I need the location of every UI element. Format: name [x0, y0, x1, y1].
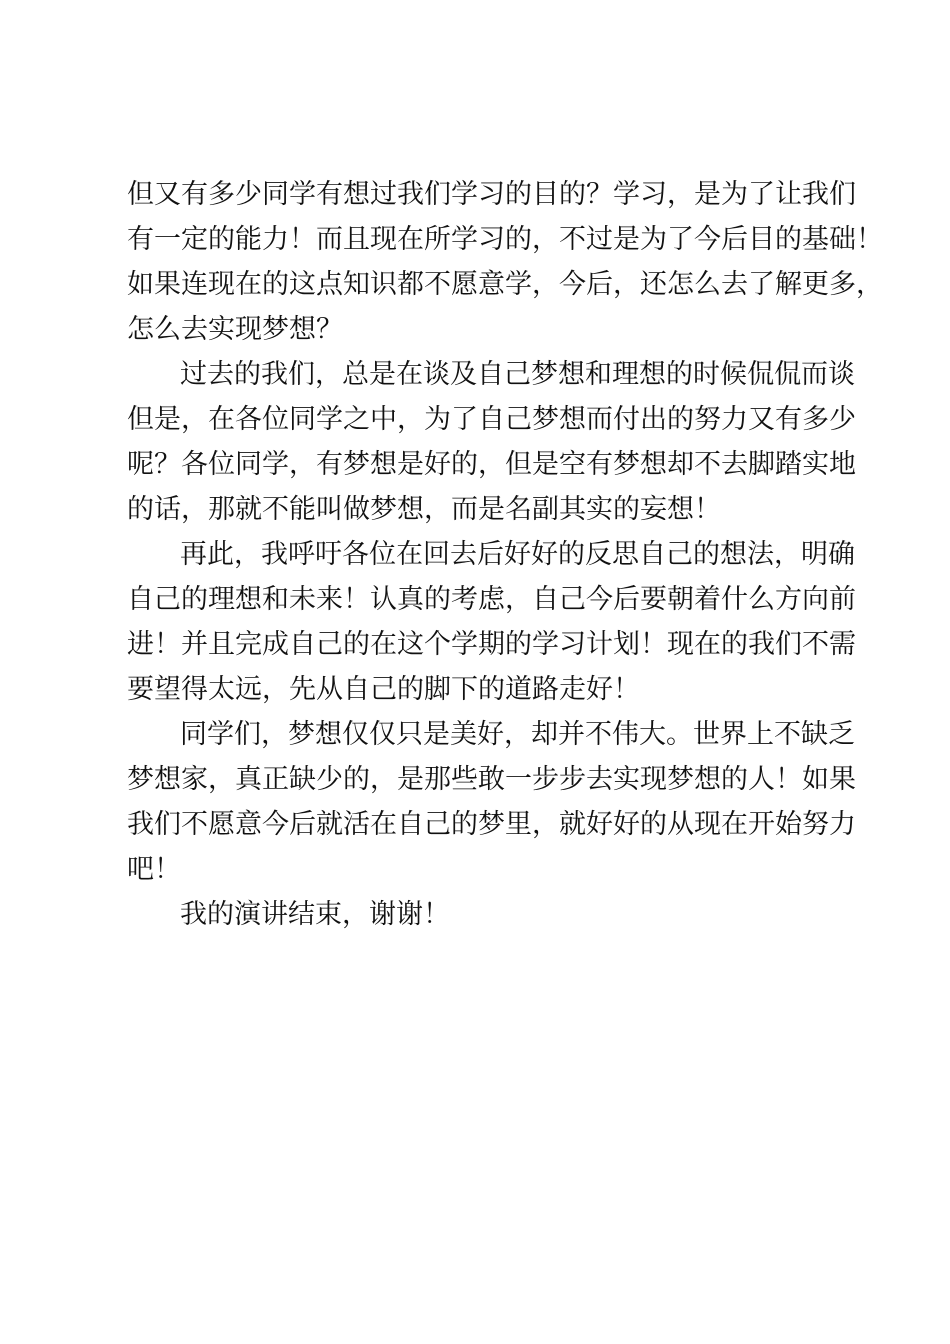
text-line: 如果连现在的这点知识都不愿意学，今后，还怎么去了解更多，	[127, 269, 883, 300]
paragraph-first-line: 过去的我们，总是在谈及自己梦想和理想的时候侃侃而谈	[180, 359, 855, 390]
text-line: 有一定的能力！而且现在所学习的，不过是为了今后目的基础！	[127, 224, 883, 255]
text-line: 但是，在各位同学之中，为了自己梦想而付出的努力又有多少	[127, 404, 856, 435]
text-line: 我们不愿意今后就活在自己的梦里，就好好的从现在开始努力	[127, 809, 856, 840]
text-line: 梦想家，真正缺少的，是那些敢一步步去实现梦想的人！如果	[127, 764, 856, 795]
text-line: 进！并且完成自己的在这个学期的学习计划！现在的我们不需	[127, 629, 856, 660]
text-line: 怎么去实现梦想？	[127, 314, 343, 345]
paragraph-first-line: 同学们，梦想仅仅只是美好，却并不伟大。世界上不缺乏	[180, 719, 855, 750]
paragraph-first-line: 再此，我呼吁各位在回去后好好的反思自己的想法，明确	[180, 539, 855, 570]
text-line: 吧！	[127, 854, 181, 885]
speech-text	[127, 172, 883, 937]
text-line: 自己的理想和未来！认真的考虑，自己今后要朝着什么方向前	[127, 584, 856, 615]
text-line: 要望得太远，先从自己的脚下的道路走好！	[127, 674, 640, 705]
text-line: 的话，那就不能叫做梦想，而是名副其实的妄想！	[127, 494, 721, 525]
text-line: 但又有多少同学有想过我们学习的目的？学习，是为了让我们	[127, 179, 856, 210]
closing-line: 我的演讲结束，谢谢！	[180, 899, 450, 930]
text-line: 呢？各位同学，有梦想是好的，但是空有梦想却不去脚踏实地	[127, 449, 856, 480]
